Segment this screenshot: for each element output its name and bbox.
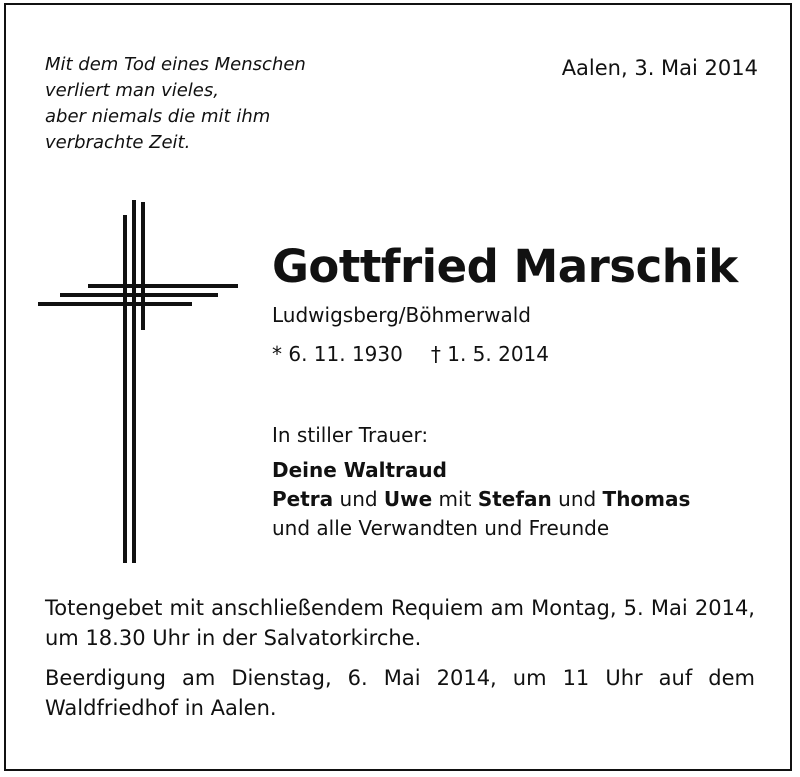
burial-paragraph: Beerdigung am Dienstag, 6. Mai 2014, um 11 Uhr auf dem Waldfriedhof in Aalen.: [45, 666, 755, 720]
connector: und: [333, 487, 384, 511]
life-dates: [272, 340, 549, 368]
family-member: Thomas: [602, 487, 691, 511]
family-line-2: [272, 485, 690, 514]
memorial-quote: Mit dem Tod eines Menschen verliert man vieles, aber niemals die mit ihm verbrachte Zeit.: [45, 54, 306, 153]
connector: und: [551, 487, 603, 511]
family-member: Stefan: [477, 487, 552, 511]
family-member: Petra: [272, 487, 334, 511]
birth-date: * 6. 11. 1930: [272, 342, 403, 366]
family-line-1: [272, 456, 690, 485]
family-line-3: und alle Verwandten und Freunde: [272, 516, 610, 540]
birthplace: Ludwigsberg/Böhmerwald: [272, 303, 532, 327]
death-date: † 1. 5. 2014: [430, 342, 549, 366]
deceased-name: Gottfried Marschik: [272, 240, 738, 293]
family-list: [272, 456, 690, 543]
connector: mit: [432, 487, 478, 511]
family-member: Uwe: [383, 487, 433, 511]
family-member: Deine Waltraud: [272, 458, 447, 482]
mourning-label: In stiller Trauer:: [272, 423, 429, 447]
prayer-paragraph: Totengebet mit anschließendem Requiem am Montag, 5. Mai 2014, um 18.30 Uhr in der Salvatorkirche.: [45, 596, 755, 650]
date-line: Aalen, 3. Mai 2014: [561, 56, 758, 80]
